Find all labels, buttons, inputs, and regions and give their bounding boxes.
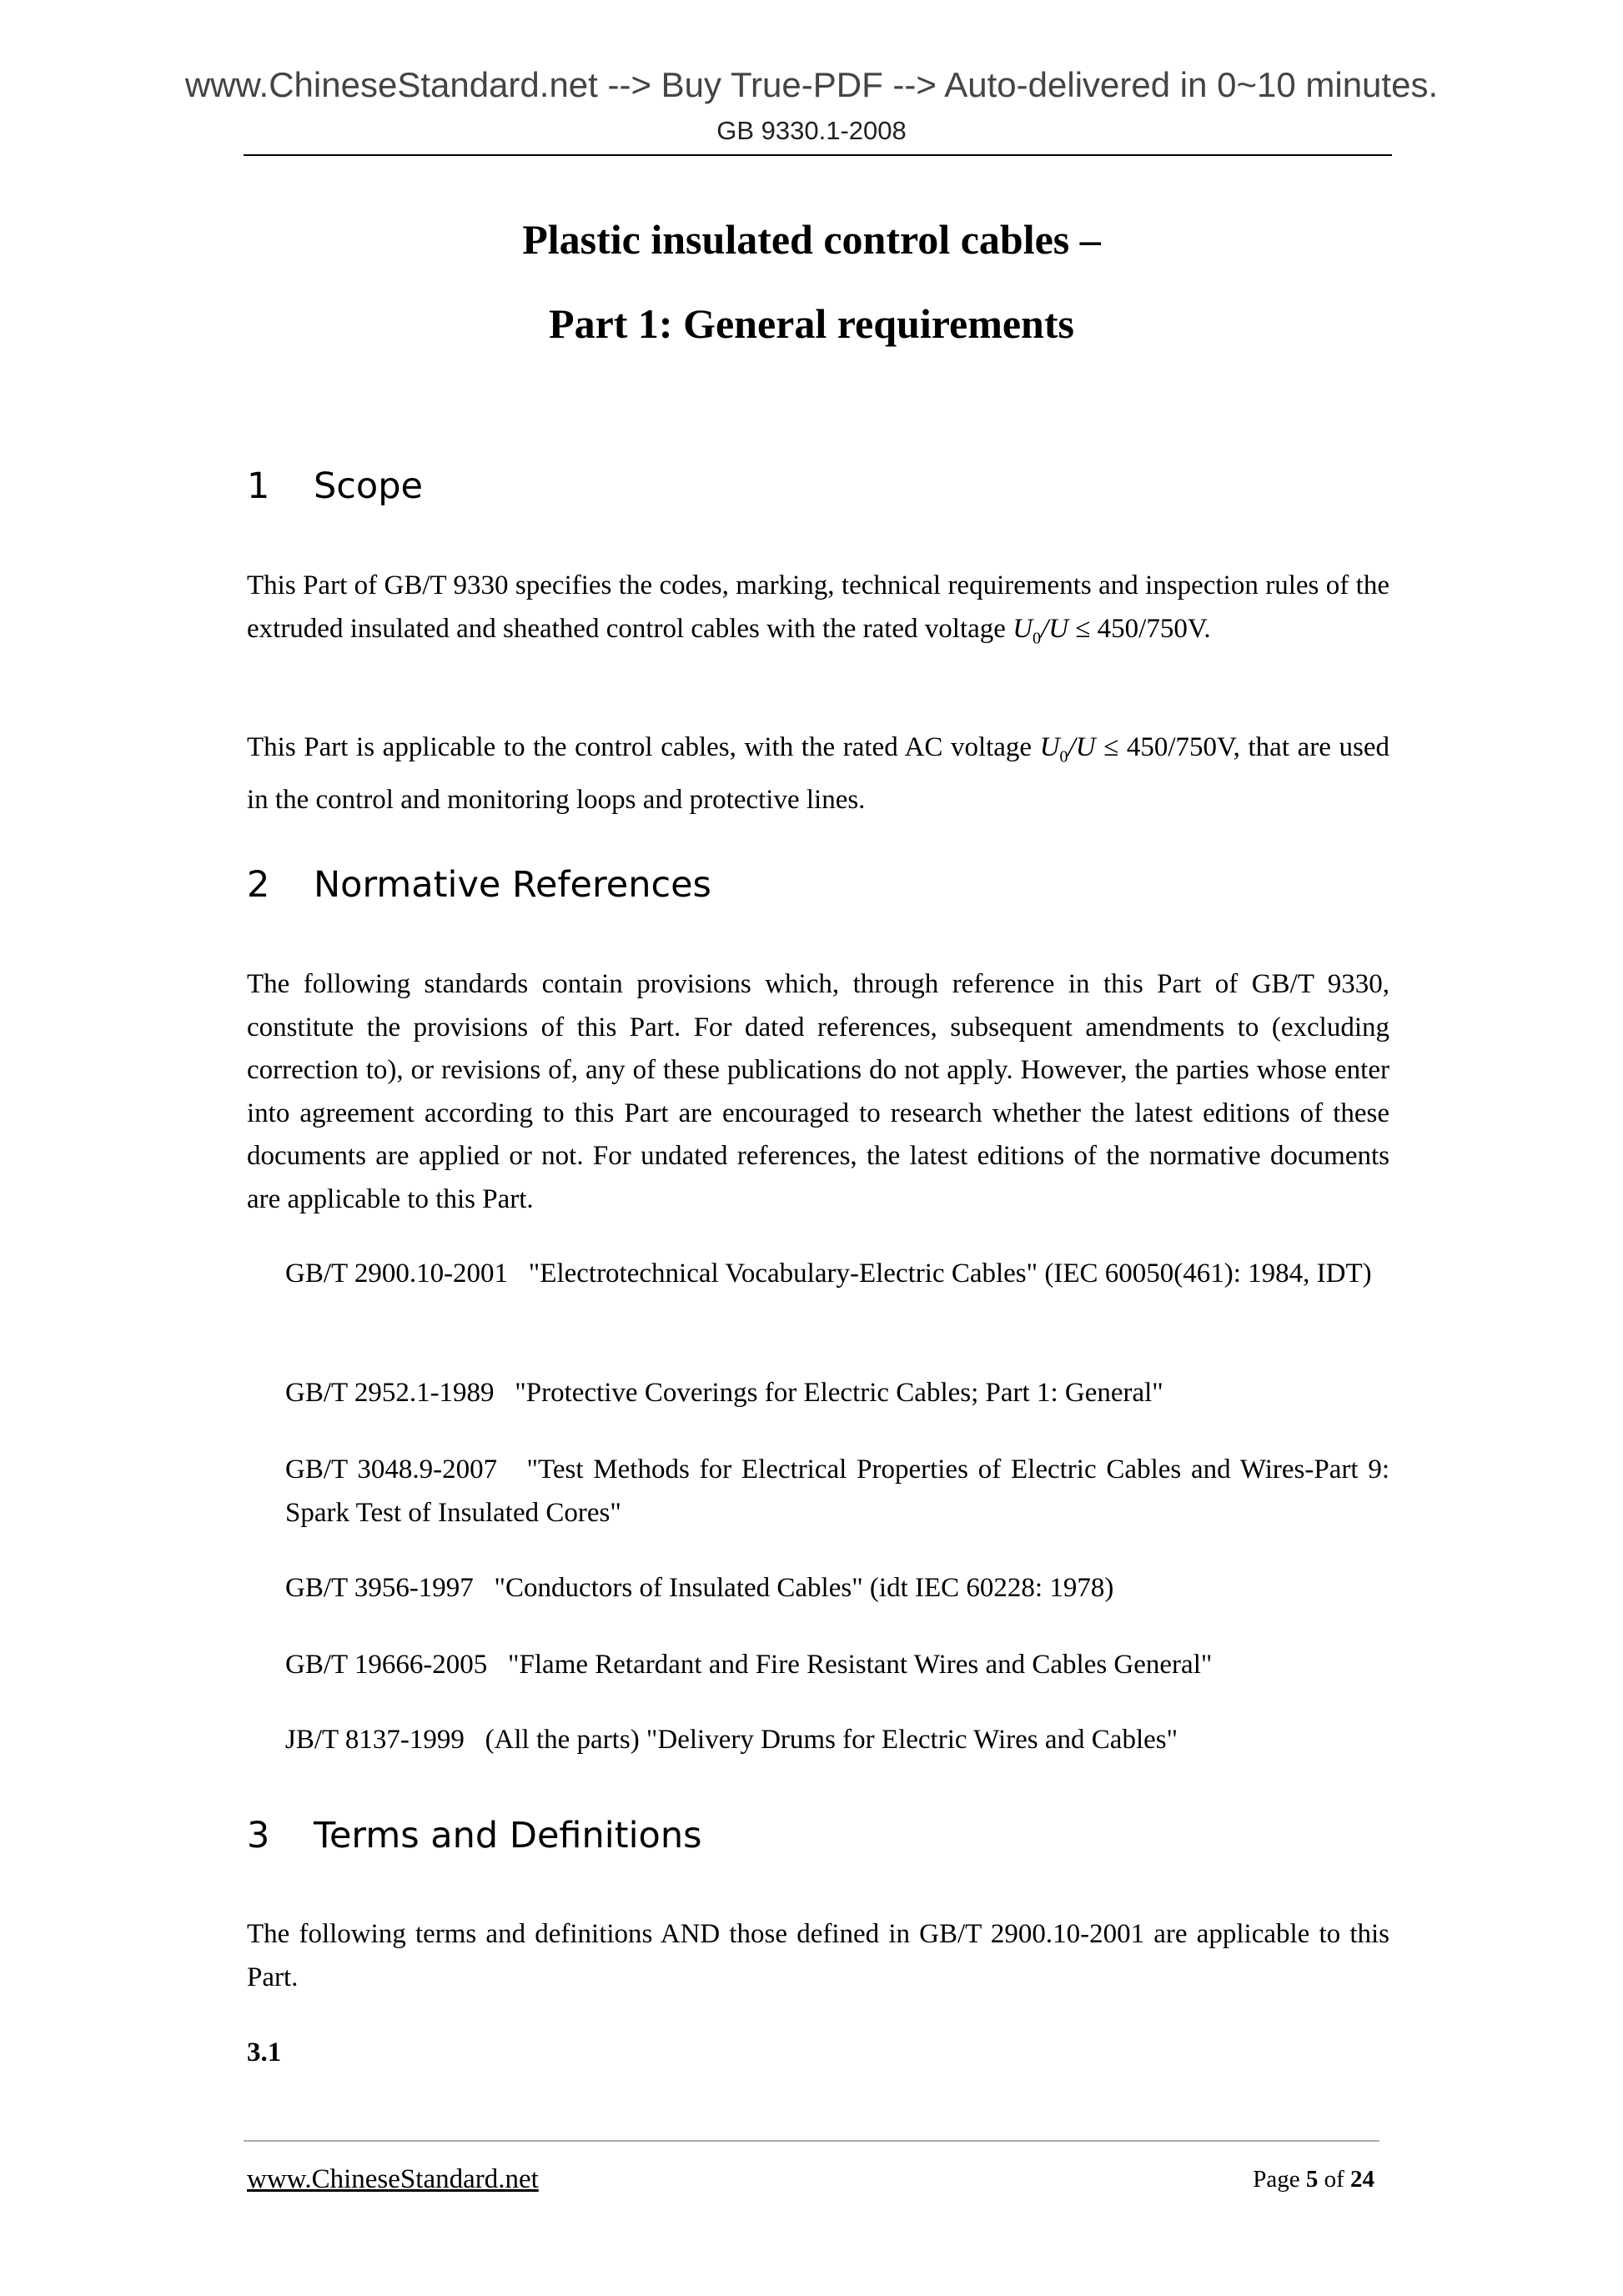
page-number: Page 5 of 24 [1253,2166,1374,2193]
clause-number: 3.1 [247,2037,282,2067]
reference-item: JB/T 8137-1999 (All the parts) "Delivery Drums for Electric Wires and Cables" [285,1725,1178,1755]
title-line-2: Part 1: General requirements [549,300,1074,347]
section-number: 3 [247,1815,270,1856]
section-heading-terms [247,1815,701,1856]
section-title: Normative References [314,864,711,906]
scope-paragraph-1: This Part of GB/T 9330 specifies the codes, marking, technical requirements and inspection rules of the extruded insulated and sheathed control cables with the rated voltage $U_0/U \le 450/750V$. [247,570,1389,648]
reference-item: GB/T 3956-1997 "Conductors of Insulated Cables" (idt IEC 60228: 1978) [285,1573,1114,1603]
footer-divider [244,2140,1379,2142]
section-number: 2 [247,864,270,906]
terms-intro: The following terms and definitions AND those defined in GB/T 2900.10-2001 are applicable to this Part. [247,1919,1389,1992]
section-title: Scope [314,465,423,507]
reference-item: GB/T 2952.1-1989 "Protective Coverings for Electric Cables; Part 1: General" [285,1378,1163,1408]
title-line-1: Plastic insulated control cables – [522,216,1101,263]
document-id: GB 9330.1-2008 [716,116,907,145]
footer-website-link[interactable]: www.ChineseStandard.net [247,2164,539,2194]
normative-intro: The following standards contain provisions which, through reference in this Part of GB/T 9330, constitute the provisions of this Part. For dated references, subsequent amendments to (excluding correction to), or revisions of, any of these publications do not apply. However, the parties whose enter into agreement according to this Part are encouraged to research whether the latest editions of these documents are applied or not. For undated references, the latest editions of the normative documents are applicable to this Part. [247,969,1389,1214]
header-divider [244,154,1392,156]
reference-item: GB/T 2900.10-2001 "Electrotechnical Vocabulary-Electric Cables" (IEC 60050(461): 1984, IDT) [285,1259,1372,1289]
section-heading-scope [247,465,423,507]
header-banner: www.ChineseStandard.net --> Buy True-PDF --> Auto-delivered in 0~10 minutes. [184,65,1439,104]
section-title: Terms and Definitions [314,1815,702,1856]
section-heading-normative-references [247,864,711,906]
scope-paragraph-2: This Part is applicable to the control cables, with the rated AC voltage $U_0/U \le 450/750V$, that are used in the control and monitoring loops and protective lines. [247,732,1389,816]
reference-item: GB/T 19666-2005 "Flame Retardant and Fire Resistant Wires and Cables General" [285,1650,1213,1680]
section-number: 1 [247,465,270,507]
reference-item: GB/T 3048.9-2007 "Test Methods for Electrical Properties of Electric Cables and Wires-Part 9: Spark Test of Insulated Cores" [285,1454,1389,1528]
